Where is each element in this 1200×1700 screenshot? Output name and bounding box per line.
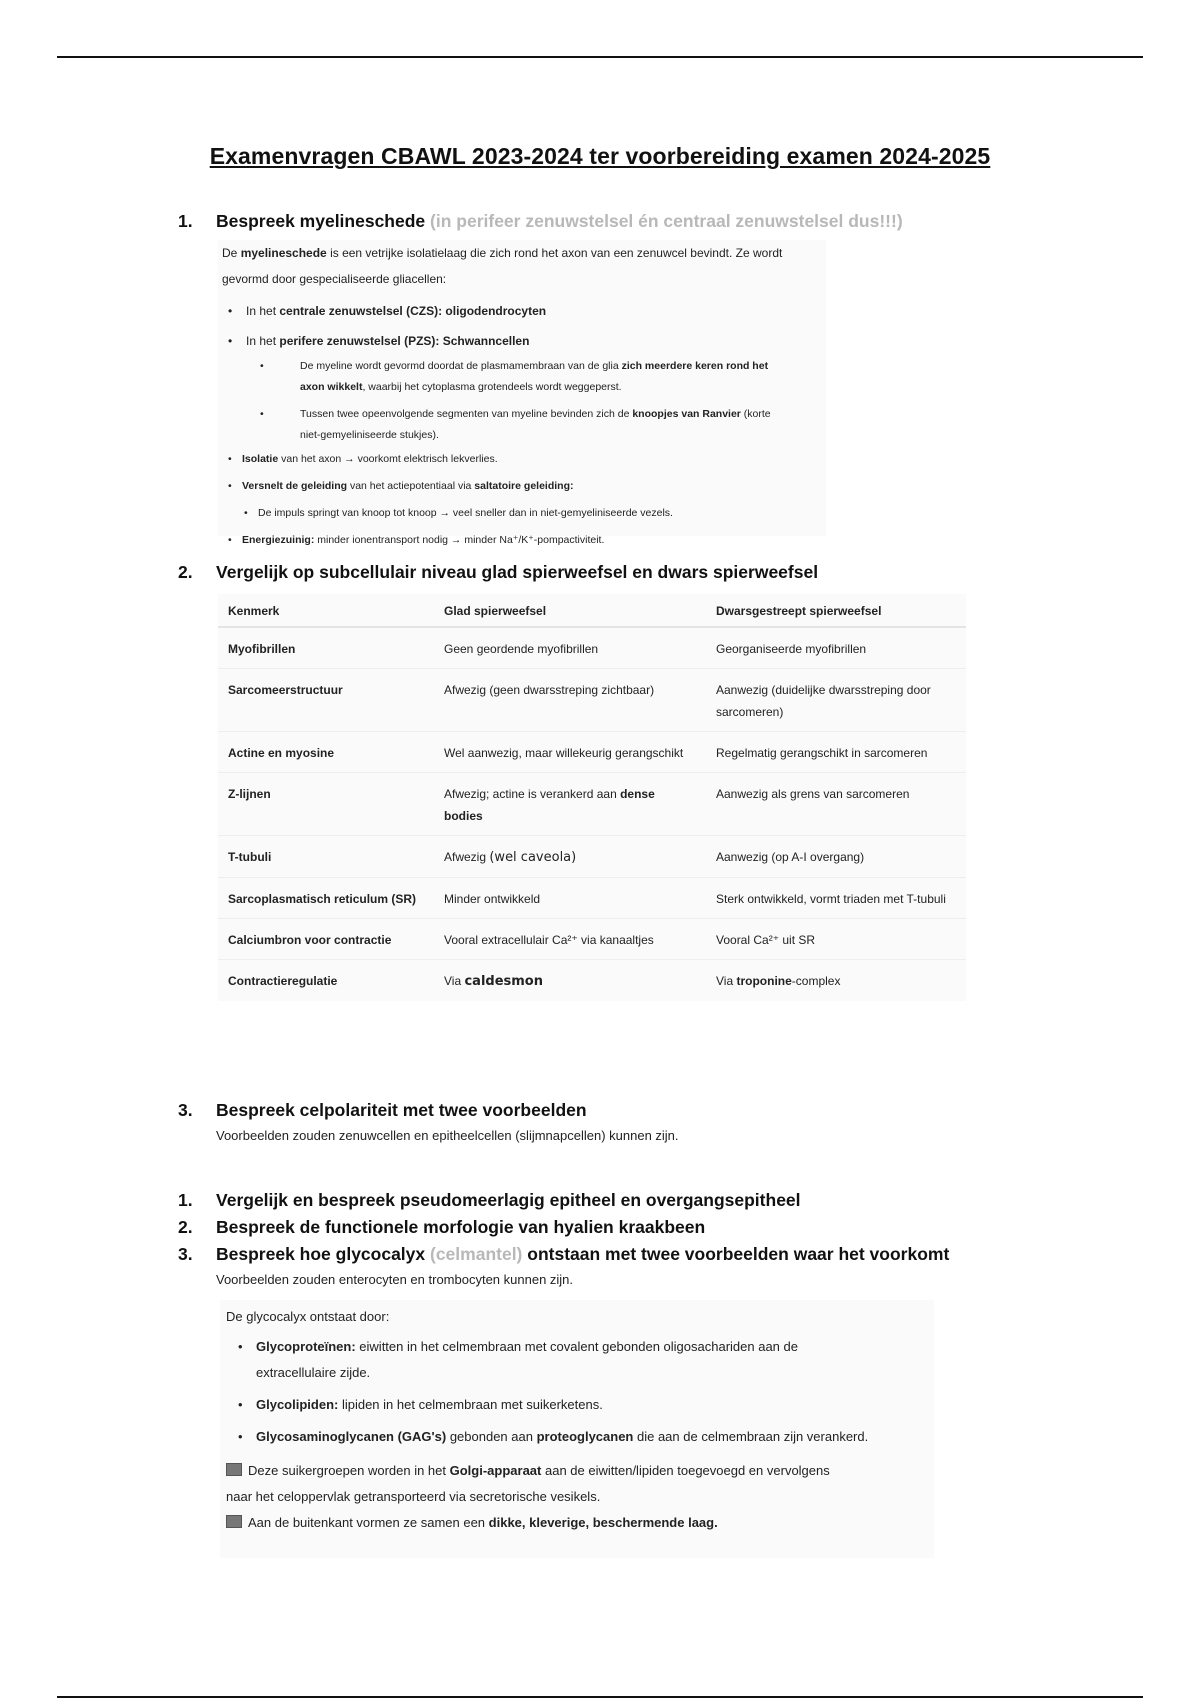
question-note: (in perifeer zenuwstelsel én centraal zenuwstelsel dus!!!) xyxy=(430,211,903,231)
question-2 xyxy=(178,562,818,583)
question-number: 2. xyxy=(178,1217,193,1237)
schwann-sublist xyxy=(218,356,826,446)
table-cell: Afwezig (geen dwarsstreping zichtbaar) xyxy=(434,669,706,732)
table-cell: Minder ontwikkeld xyxy=(434,878,706,919)
question-title: Bespreek celpolariteit met twee voorbeelden xyxy=(216,1100,587,1120)
table-row xyxy=(218,878,966,919)
glyco-intro: De glycocalyx ontstaat door: xyxy=(226,1309,390,1324)
bottom-rule xyxy=(57,1696,1143,1698)
question-set2-2 xyxy=(178,1217,705,1238)
answer-box-glycocalyx xyxy=(220,1300,934,1558)
table-row xyxy=(218,732,966,773)
note-icon xyxy=(226,1515,242,1528)
note-icon xyxy=(226,1463,242,1476)
table-row xyxy=(218,669,966,732)
table-cell: T-tubuli xyxy=(218,836,434,878)
table-cell: Z-lijnen xyxy=(218,773,434,836)
question-title: Vergelijk op subcellulair niveau glad spierweefsel en dwars spierweefsel xyxy=(216,562,819,582)
question-number: 2. xyxy=(178,562,193,582)
list-item: • De myeline wordt gevormd doordat de plasmamembraan van de glia zich meerdere keren rond het axon wikkelt, waarbij het cytoplasma grotendeels wordt weggeperst. xyxy=(218,356,826,398)
table-cell: Vooral Ca²⁺ uit SR xyxy=(706,919,966,960)
table-cell: Geen geordende myofibrillen xyxy=(434,627,706,669)
table-cell: Afwezig; actine is verankerd aan dense bodies xyxy=(434,773,706,836)
document-title: Examenvragen CBAWL 2023-2024 ter voorbereiding examen 2024-2025 xyxy=(209,143,991,169)
table-cell: Via troponine-complex xyxy=(706,960,966,1002)
comparison-table xyxy=(218,594,966,1001)
question-number: 1. xyxy=(178,211,193,231)
function-list xyxy=(218,446,826,554)
table-cell: Actine en myosine xyxy=(218,732,434,773)
question-title: Bespreek de functionele morfologie van hyalien kraakbeen xyxy=(216,1217,706,1237)
question-title: Vergelijk en bespreek pseudomeerlagig epitheel en overgangsepitheel xyxy=(216,1190,801,1210)
table-row xyxy=(218,627,966,669)
question-1 xyxy=(178,211,903,232)
question-set2-3 xyxy=(178,1244,949,1265)
list-item: • Glycolipiden: lipiden in het celmembraan met suikerketens. xyxy=(226,1392,928,1418)
list-item: • Isolatie van het axon → voorkomt elektrisch lekverlies. xyxy=(218,446,826,473)
table-cell: Myofibrillen xyxy=(218,627,434,669)
top-rule xyxy=(57,56,1143,58)
table-row xyxy=(218,919,966,960)
question-note: (celmantel) xyxy=(430,1244,523,1264)
table-cell: Regelmatig gerangschikt in sarcomeren xyxy=(706,732,966,773)
table-row xyxy=(218,773,966,836)
table-cell: Wel aanwezig, maar willekeurig gerangschikt xyxy=(434,732,706,773)
question-number: 3. xyxy=(178,1244,193,1264)
table-cell: Calciumbron voor contractie xyxy=(218,919,434,960)
glyco-paragraph-2: Aan de buitenkant vormen ze samen een dikke, kleverige, beschermende laag. xyxy=(226,1510,928,1536)
table-cell: Aanwezig (op A-I overgang) xyxy=(706,836,966,878)
table-cell: Sterk ontwikkeld, vormt triaden met T-tubuli xyxy=(706,878,966,919)
column-header: Glad spierweefsel xyxy=(434,594,706,627)
list-item: • In het perifere zenuwstelsel (PZS): Schwanncellen xyxy=(218,326,826,356)
list-item: • Versnelt de geleiding van het actiepotentiaal via saltatoire geleiding: xyxy=(218,473,826,500)
myeline-intro: De myelineschede is een vetrijke isolatielaag die zich rond het axon van een zenuwcel bevindt. Ze wordt gevormd door gespecialiseerde gliacellen: xyxy=(222,246,783,286)
table-row xyxy=(218,836,966,878)
question-title: Bespreek hoe glycocalyx xyxy=(216,1244,430,1264)
table-cell: Afwezig (wel caveola) xyxy=(434,836,706,878)
table-header-row xyxy=(218,594,966,627)
column-header: Kenmerk xyxy=(218,594,434,627)
list-item: • De impuls springt van knoop tot knoop → veel sneller dan in niet-gemyeliniseerde vezels. xyxy=(218,500,826,527)
list-item: • In het centrale zenuwstelsel (CZS): oligodendrocyten xyxy=(218,296,826,326)
glyco-list xyxy=(226,1334,928,1450)
answer-box-myeline xyxy=(218,240,826,546)
table-cell: Sarcoplasmatisch reticulum (SR) xyxy=(218,878,434,919)
list-item: • Energiezuinig: minder ionentransport nodig → minder Na⁺/K⁺-pompactiviteit. xyxy=(218,527,826,554)
table-cell: Vooral extracellulair Ca²⁺ via kanaaltjes xyxy=(434,919,706,960)
question-title: Bespreek myelineschede xyxy=(216,211,426,231)
glyco-paragraph-1: Deze suikergroepen worden in het Golgi-apparaat aan de eiwitten/lipiden toegevoegd en vervolgens naar het celoppervlak getransporteerd via secretorische vesikels. xyxy=(226,1463,830,1504)
table-cell: Georganiseerde myofibrillen xyxy=(706,627,966,669)
question-number: 3. xyxy=(178,1100,193,1120)
question-3-answer: Voorbeelden zouden zenuwcellen en epitheelcellen (slijmnapcellen) kunnen zijn. xyxy=(216,1128,679,1143)
question-3 xyxy=(178,1100,587,1121)
list-item: • Tussen twee opeenvolgende segmenten van myeline bevinden zich de knoopjes van Ranvier (korte niet-gemyeliniseerde stukjes). xyxy=(218,404,826,446)
table-cell: Sarcomeerstructuur xyxy=(218,669,434,732)
table-cell: Via caldesmon xyxy=(434,960,706,1002)
glia-list xyxy=(218,296,826,356)
column-header: Dwarsgestreept spierweefsel xyxy=(706,594,966,627)
list-item: • Glycosaminoglycanen (GAG's) gebonden aan proteoglycanen die aan de celmembraan zijn verankerd. xyxy=(226,1424,928,1450)
table-cell: Aanwezig (duidelijke dwarsstreping door sarcomeren) xyxy=(706,669,966,732)
question-set2-3-answer: Voorbeelden zouden enterocyten en trombocyten kunnen zijn. xyxy=(216,1272,574,1287)
table-row xyxy=(218,960,966,1002)
table-cell: Contractieregulatie xyxy=(218,960,434,1002)
table-cell: Aanwezig als grens van sarcomeren xyxy=(706,773,966,836)
list-item: • Glycoproteïnen: eiwitten in het celmembraan met covalent gebonden oligosachariden aan de extracellulaire zijde. xyxy=(226,1334,928,1386)
question-title-end: ontstaan met twee voorbeelden waar het voorkomt xyxy=(522,1244,950,1264)
question-number: 1. xyxy=(178,1190,193,1210)
question-set2-1 xyxy=(178,1190,801,1211)
